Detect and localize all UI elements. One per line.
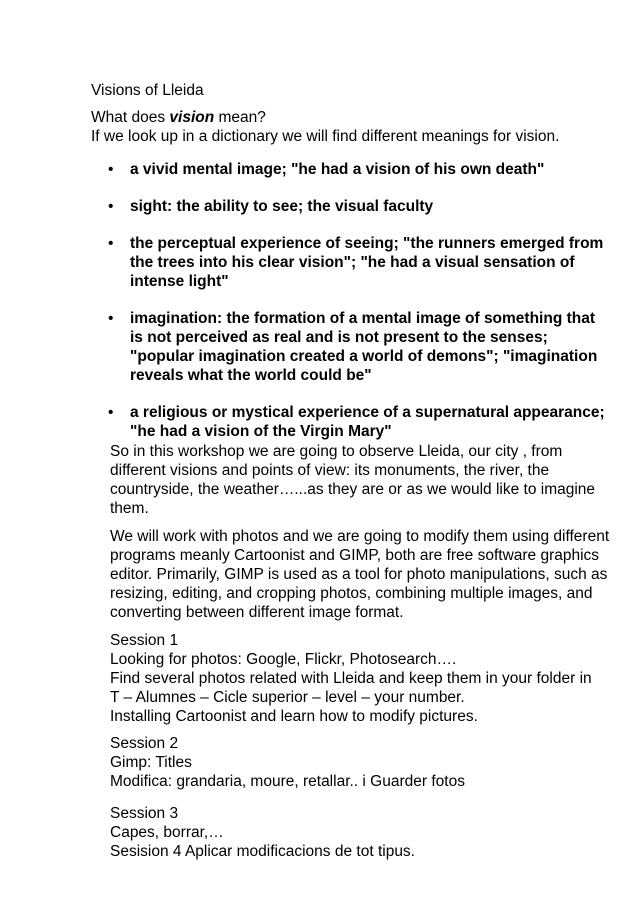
session-3-block — [110, 804, 610, 861]
session-heading: Session 2 — [110, 735, 179, 752]
definition-text — [130, 234, 608, 291]
definition-item — [108, 309, 608, 385]
paragraph-line: converting between different image format. — [110, 604, 404, 621]
bullet-symbol: • — [108, 310, 114, 327]
session-1-block — [110, 631, 610, 726]
bullet-symbol: • — [108, 235, 114, 252]
question-prefix: What does — [91, 109, 170, 126]
session-line: Gimp: Titles — [110, 754, 192, 771]
session-line: Sesision 4 Aplicar modificacions de tot tipus. — [110, 843, 415, 860]
definition-line: the trees into his clear vision"; "he had a visual sensation of — [130, 254, 575, 271]
definition-text — [130, 403, 608, 441]
definition-item — [108, 403, 608, 441]
session-line: Looking for photos: Google, Flickr, Photosearch…. — [110, 651, 457, 668]
question-suffix: mean? — [214, 109, 266, 126]
session-line: Capes, borrar,… — [110, 824, 224, 841]
definition-list — [108, 160, 608, 459]
paragraph-line: resizing, editing, and cropping photos, combining multiple images, and — [110, 585, 593, 602]
definition-text — [130, 197, 608, 216]
paragraph-line: different visions and points of view: its monuments, the river, the — [110, 462, 550, 479]
session-2-block — [110, 734, 610, 791]
definition-item — [108, 197, 608, 216]
definition-line: imagination: the formation of a mental image of something that — [130, 310, 596, 327]
definition-line: reveals what the world could be" — [130, 367, 372, 384]
paragraph-line: countryside, the weather…...as they are or as we would like to imagine — [110, 481, 596, 498]
definition-line: "he had a vision of the Virgin Mary" — [130, 423, 392, 440]
definition-line: a vivid mental image; "he had a vision of his own death" — [130, 161, 545, 178]
definition-line: intense light" — [130, 273, 229, 290]
bullet-symbol: • — [108, 161, 114, 178]
definition-line: "popular imagination created a world of demons"; "imagination — [130, 348, 598, 365]
definition-line: is not perceived as real and is not present to the senses; — [130, 329, 548, 346]
session-line: Modifica: grandaria, moure, retallar.. i Guarder fotos — [110, 773, 465, 790]
paragraph-line: We will work with photos and we are going to modify them using different — [110, 528, 610, 545]
session-heading: Session 3 — [110, 805, 179, 822]
intro-sentence: If we look up in a dictionary we will find different meanings for vision. — [91, 128, 560, 145]
session-heading: Session 1 — [110, 632, 179, 649]
bullet-symbol: • — [108, 198, 114, 215]
paragraph-line: programs meanly Cartoonist and GIMP, both are free software graphics — [110, 547, 600, 564]
definition-line: sight: the ability to see; the visual faculty — [130, 198, 434, 215]
definition-item — [108, 160, 608, 179]
document-title: Visions of Lleida — [91, 82, 204, 99]
workshop-paragraph — [110, 442, 610, 518]
definition-item — [108, 234, 608, 291]
session-line: Find several photos related with Lleida and keep them in your folder in — [110, 670, 592, 687]
bullet-symbol: • — [108, 404, 114, 421]
session-line: Installing Cartoonist and learn how to modify pictures. — [110, 708, 478, 725]
paragraph-line: them. — [110, 500, 149, 517]
paragraph-line: editor. Primarily, GIMP is used as a tool for photo manipulations, such as — [110, 566, 608, 583]
tools-paragraph — [110, 527, 610, 622]
definition-text — [130, 160, 608, 179]
definition-line: the perceptual experience of seeing; "the runners emerged from — [130, 235, 604, 252]
definition-text — [130, 309, 608, 385]
question-line — [91, 108, 266, 127]
paragraph-line: So in this workshop we are going to observe Lleida, our city , from — [110, 443, 563, 460]
session-line: T – Alumnes – Cicle superior – level – your number. — [110, 689, 465, 706]
definition-line: a religious or mystical experience of a supernatural appearance; — [130, 404, 605, 421]
question-emphasis: vision — [169, 109, 215, 126]
